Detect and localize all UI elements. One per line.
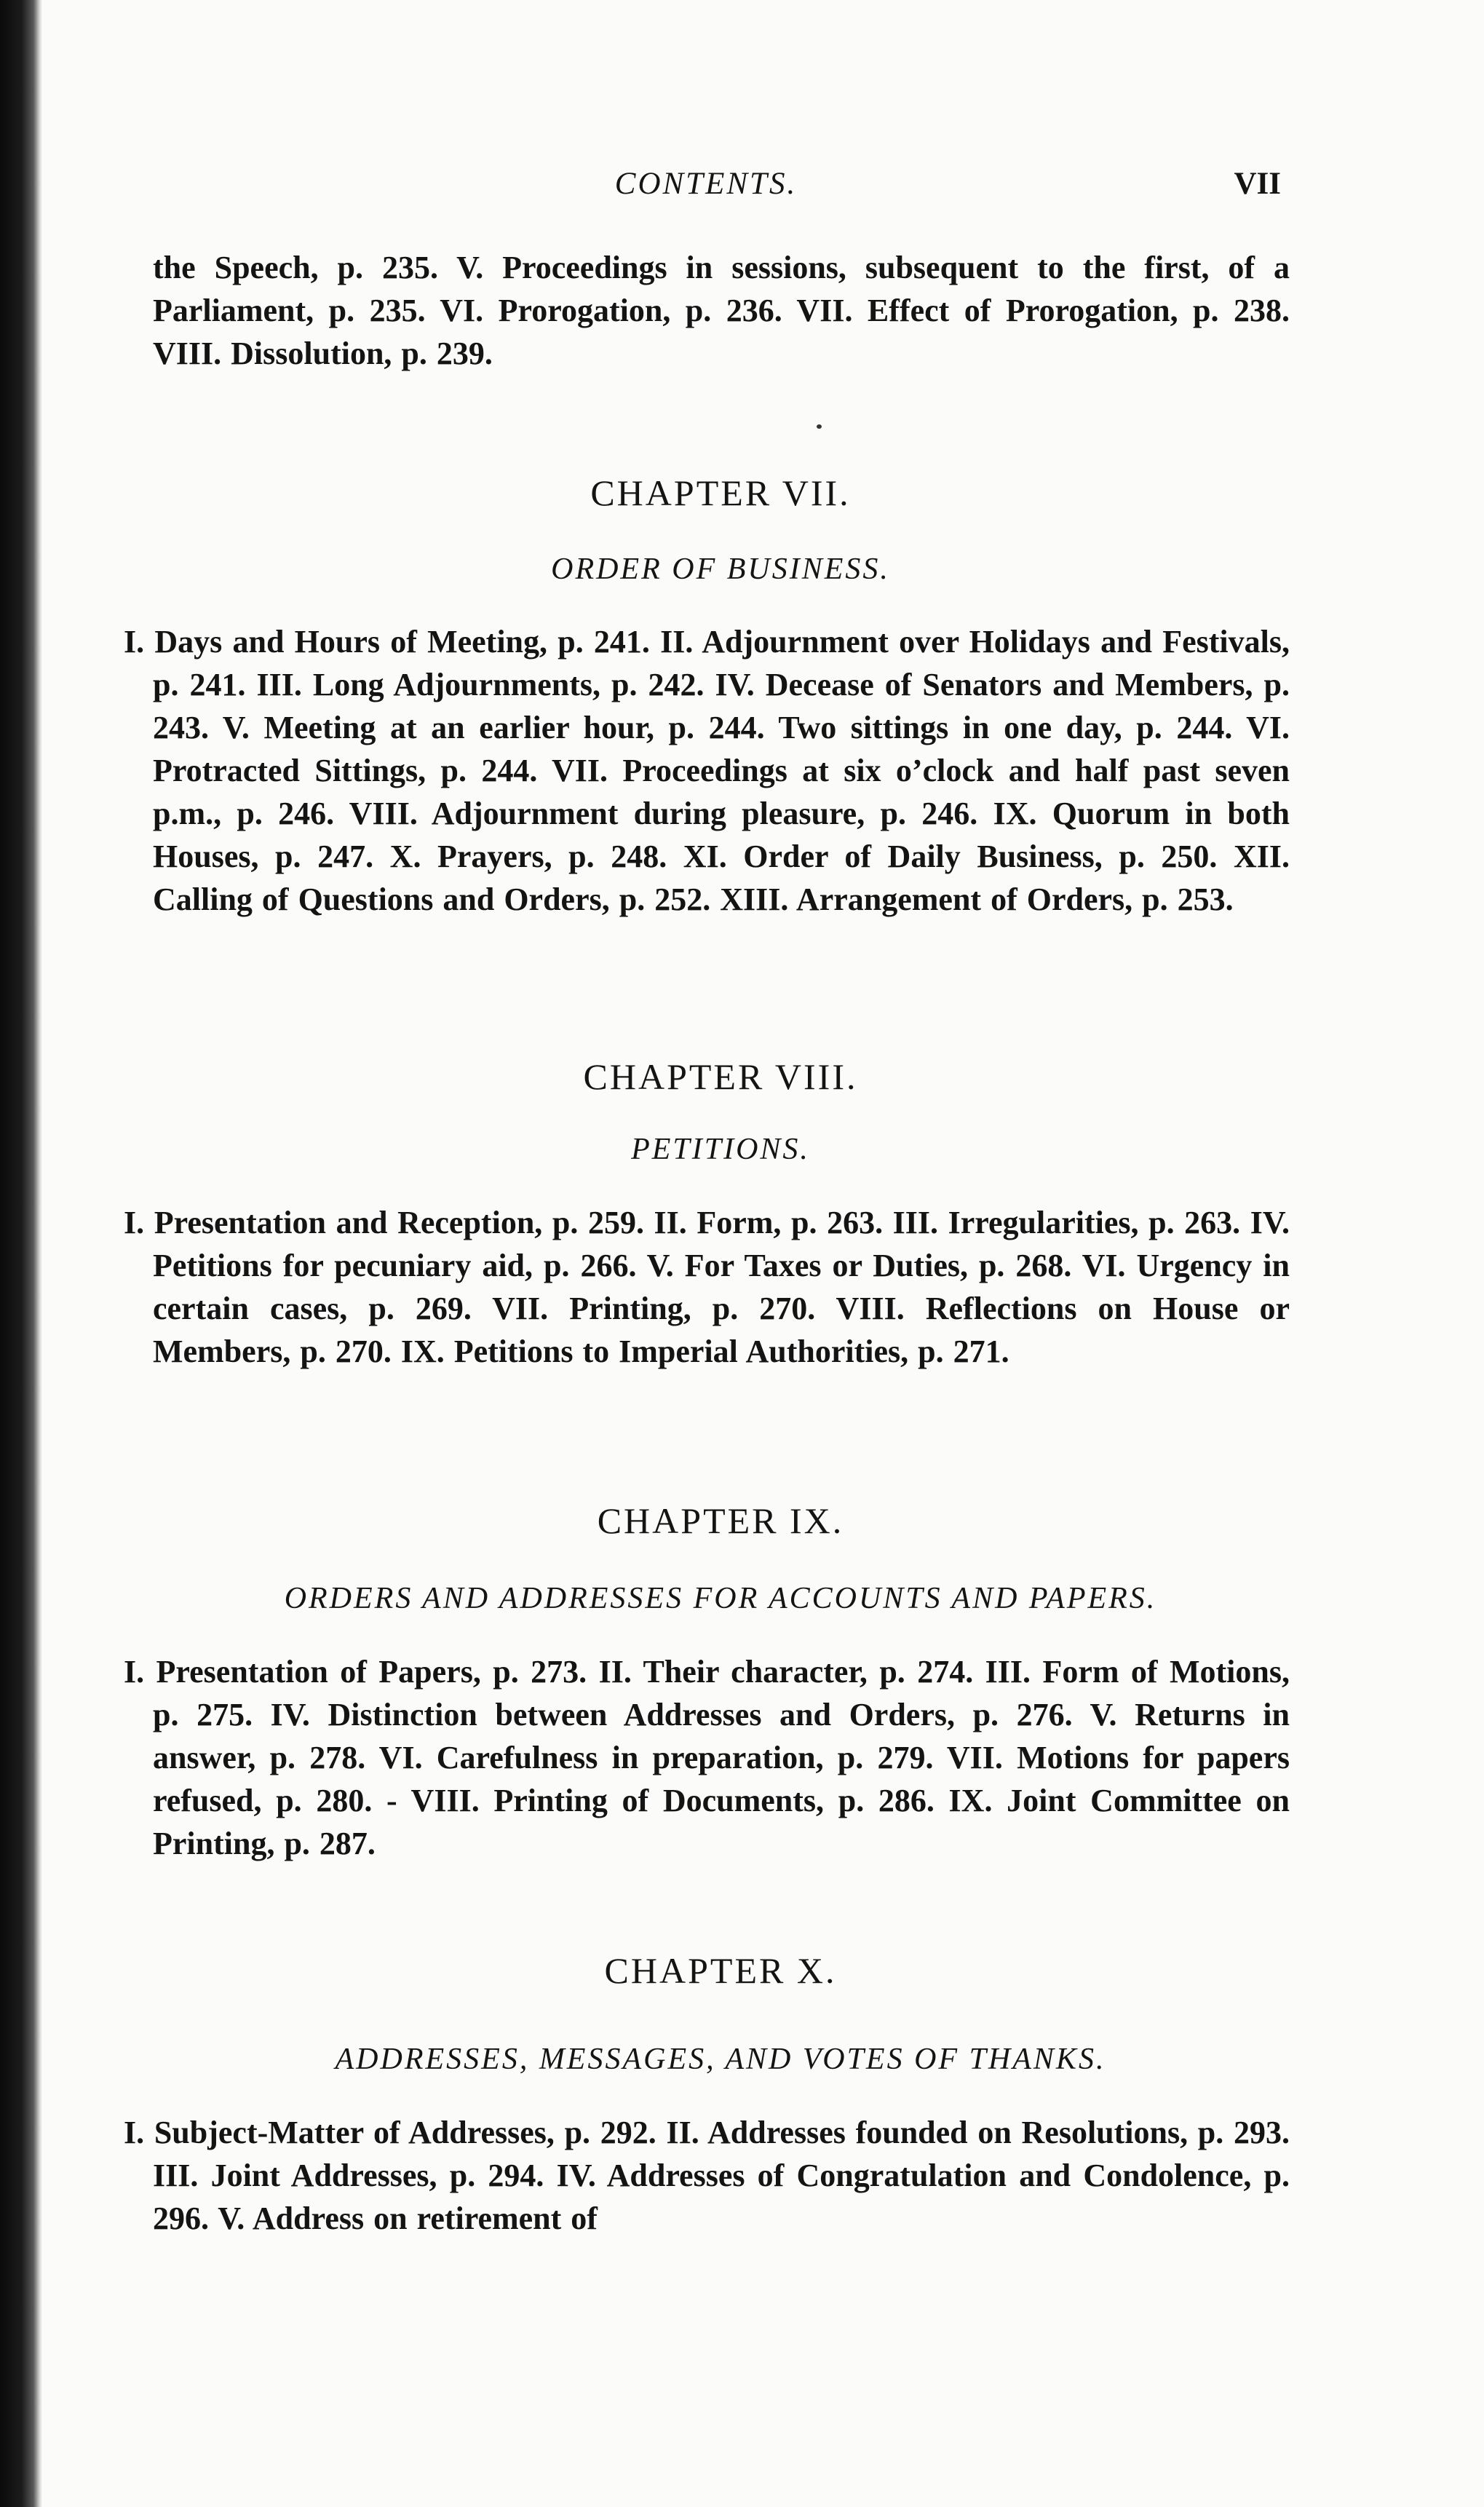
chapter-subtitle: ORDERS AND ADDRESSES FOR ACCOUNTS AND PAPERS. xyxy=(284,1582,1157,1615)
running-header-title: CONTENTS. xyxy=(614,167,798,201)
intro-paragraph: the Speech, p. 235. V. Proceedings in sessions, subsequent to the first, of a Parliament, p. 235. VI. Prorogation, p. 236. VII. Effect of Prorogation, p. 238. VIII. Dissolution, p. 239. xyxy=(153,250,1290,371)
chapter-heading: CHAPTER IX. xyxy=(597,1500,844,1541)
chapter-contents: I. Presentation and Reception, p. 259. II. Form, p. 263. III. Irregularities, p. 263. IV. Petitions for pecuniary aid, p. 266. V. For Taxes or Duties, p. 268. VI. Urgency in certain cases, p. 269. VII. Printing, p. 270. VIII. Reflections on House or Members, p. 270. IX. Petitions to Imperial Authorities, p. 271. xyxy=(124,1205,1290,1369)
binding-shadow xyxy=(0,0,42,2507)
chapter-heading: CHAPTER VIII. xyxy=(583,1056,858,1097)
chapter-contents: I. Presentation of Papers, p. 273. II. Their character, p. 274. III. Form of Motions, p. 275. IV. Distinction between Addresses and Orders, p. 276. V. Returns in answer, p. 278. VI. Carefulness in preparation, p. 279. VII. Motions for papers refused, p. 280. - VIII. Printing of Documents, p. 286. IX. Joint Committee on Printing, p. 287. xyxy=(124,1654,1290,1861)
chapter-heading: CHAPTER VII. xyxy=(590,472,851,513)
chapter-heading: CHAPTER X. xyxy=(604,1950,837,1991)
ink-speck xyxy=(817,424,822,429)
chapter-subtitle: PETITIONS. xyxy=(631,1133,810,1166)
chapter-contents: I. Days and Hours of Meeting, p. 241. II. Adjournment over Holidays and Festivals, p. 241. III. Long Adjournments, p. 242. IV. Decease of Senators and Members, p. 243. V. Meeting at an earlier hour, p. 244. Two sittings in one day, p. 244. VI. Protracted Sittings, p. 244. VII. Proceedings at six o’clock and half past seven p.m., p. 246. VIII. Adjournment during pleasure, p. 246. IX. Quorum in both Houses, p. 247. X. Prayers, p. 248. XI. Order of Daily Business, p. 250. XII. Calling of Questions and Orders, p. 252. XIII. Arrangement of Orders, p. 253. xyxy=(124,624,1290,917)
chapter-subtitle: ADDRESSES, MESSAGES, AND VOTES OF THANKS. xyxy=(335,2043,1106,2076)
page-number: VII xyxy=(1234,167,1281,201)
chapter-subtitle: ORDER OF BUSINESS. xyxy=(551,553,890,586)
chapter-contents: I. Subject-Matter of Addresses, p. 292. II. Addresses founded on Resolutions, p. 293. III. Joint Addresses, p. 294. IV. Addresses of Congratulation and Condolence, p. 296. V. Address on retirement of xyxy=(124,2115,1290,2236)
